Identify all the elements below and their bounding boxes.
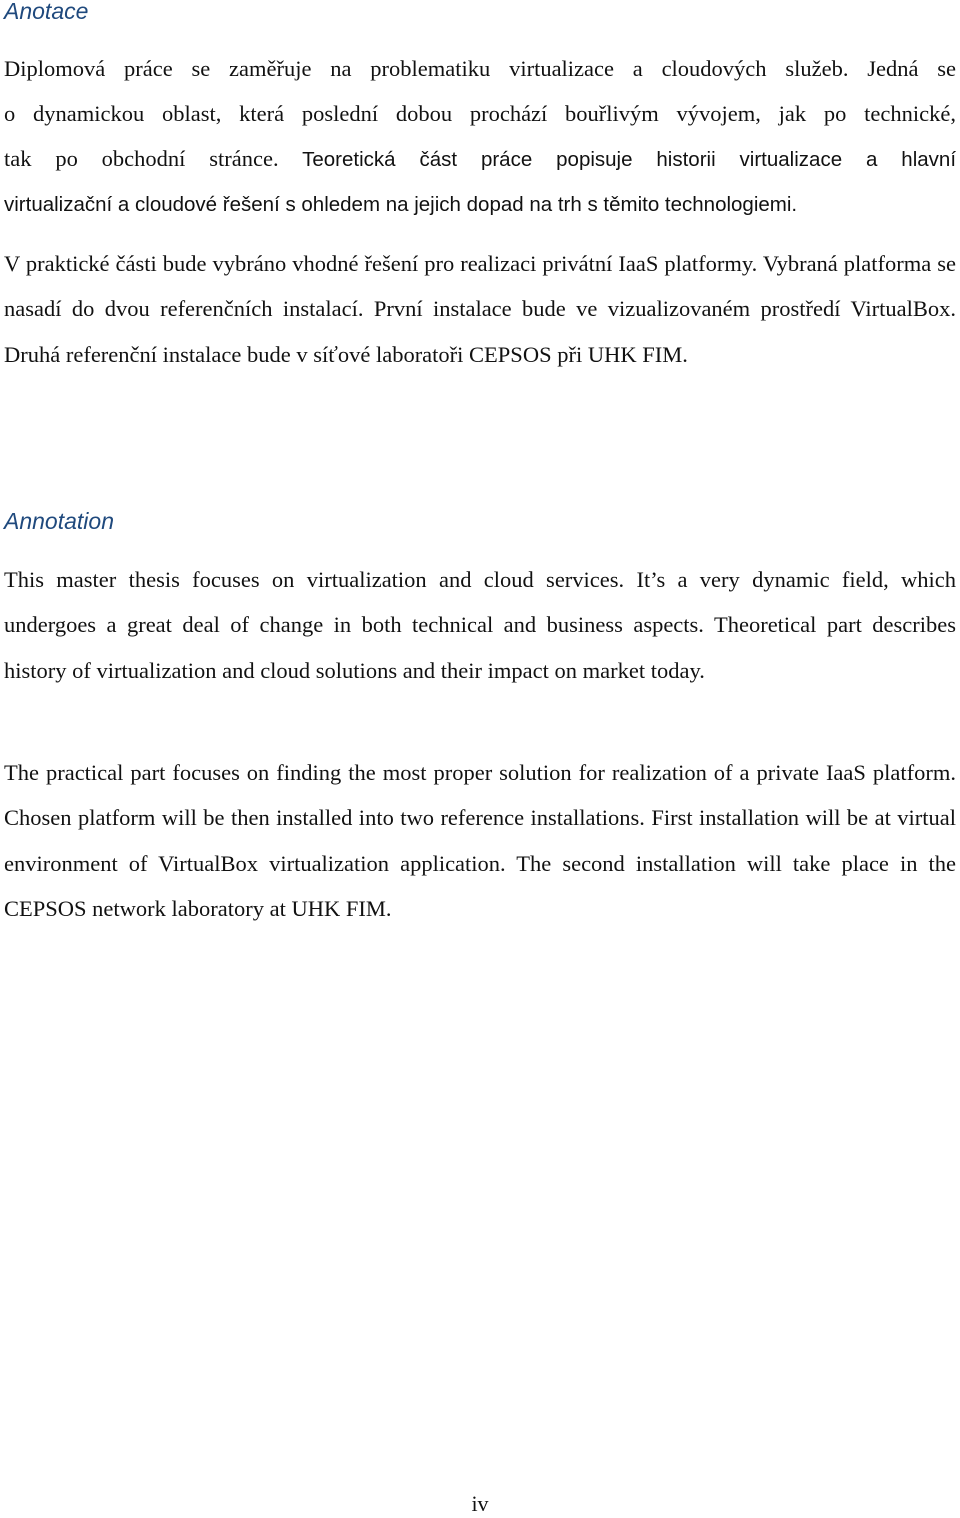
annotation-paragraph-2: The practical part focuses on finding the most proper solution for realization of a private IaaS platform. Chosen platform will be then installed into two reference installations. First installation will be at virtual environment of VirtualBox virtualization application. The second installation will take place in the CEPSOS network laboratory at UHK FIM. — [4, 760, 956, 921]
anotace-paragraph-1-line-3-sans: Teoretická část práce popisuje historii virtualizace a hlavní — [278, 148, 957, 171]
anotace-paragraph-1-line-2: o dynamickou oblast, která poslední dobou prochází bouřlivým vývojem, jak po technické, — [4, 101, 956, 126]
annotation-heading: Annotation — [4, 508, 114, 534]
anotace-heading: Anotace — [4, 0, 89, 24]
page-number: iv — [471, 1491, 489, 1516]
anotace-paragraph-1-line-1: Diplomová práce se zaměřuje na problematiku virtualizace a cloudových služeb. Jedná se — [4, 56, 956, 81]
anotace-paragraph-1-line-3-serif: tak po obchodní stránce. — [4, 146, 279, 171]
anotace-paragraph-1-line-3 — [4, 144, 956, 175]
anotace-paragraph-1-line-4: virtualizační a cloudové řešení s ohledem na jejich dopad na trh s těmito technologiemi. — [4, 193, 798, 216]
anotace-paragraph-2: V praktické části bude vybráno vhodné řešení pro realizaci privátní IaaS platformy. Vybraná platforma se nasadí do dvou referenčních instalací. První instalace bude ve vizualizovaném prostředí VirtualBox. Druhá referenční instalace bude v síťové laboratoři CEPSOS při UHK FIM. — [4, 251, 956, 367]
annotation-paragraph-1: This master thesis focuses on virtualization and cloud services. It’s a very dynamic field, which undergoes a great deal of change in both technical and business aspects. Theoretical part describes history of virtualization and cloud solutions and their impact on market today. — [4, 567, 956, 683]
